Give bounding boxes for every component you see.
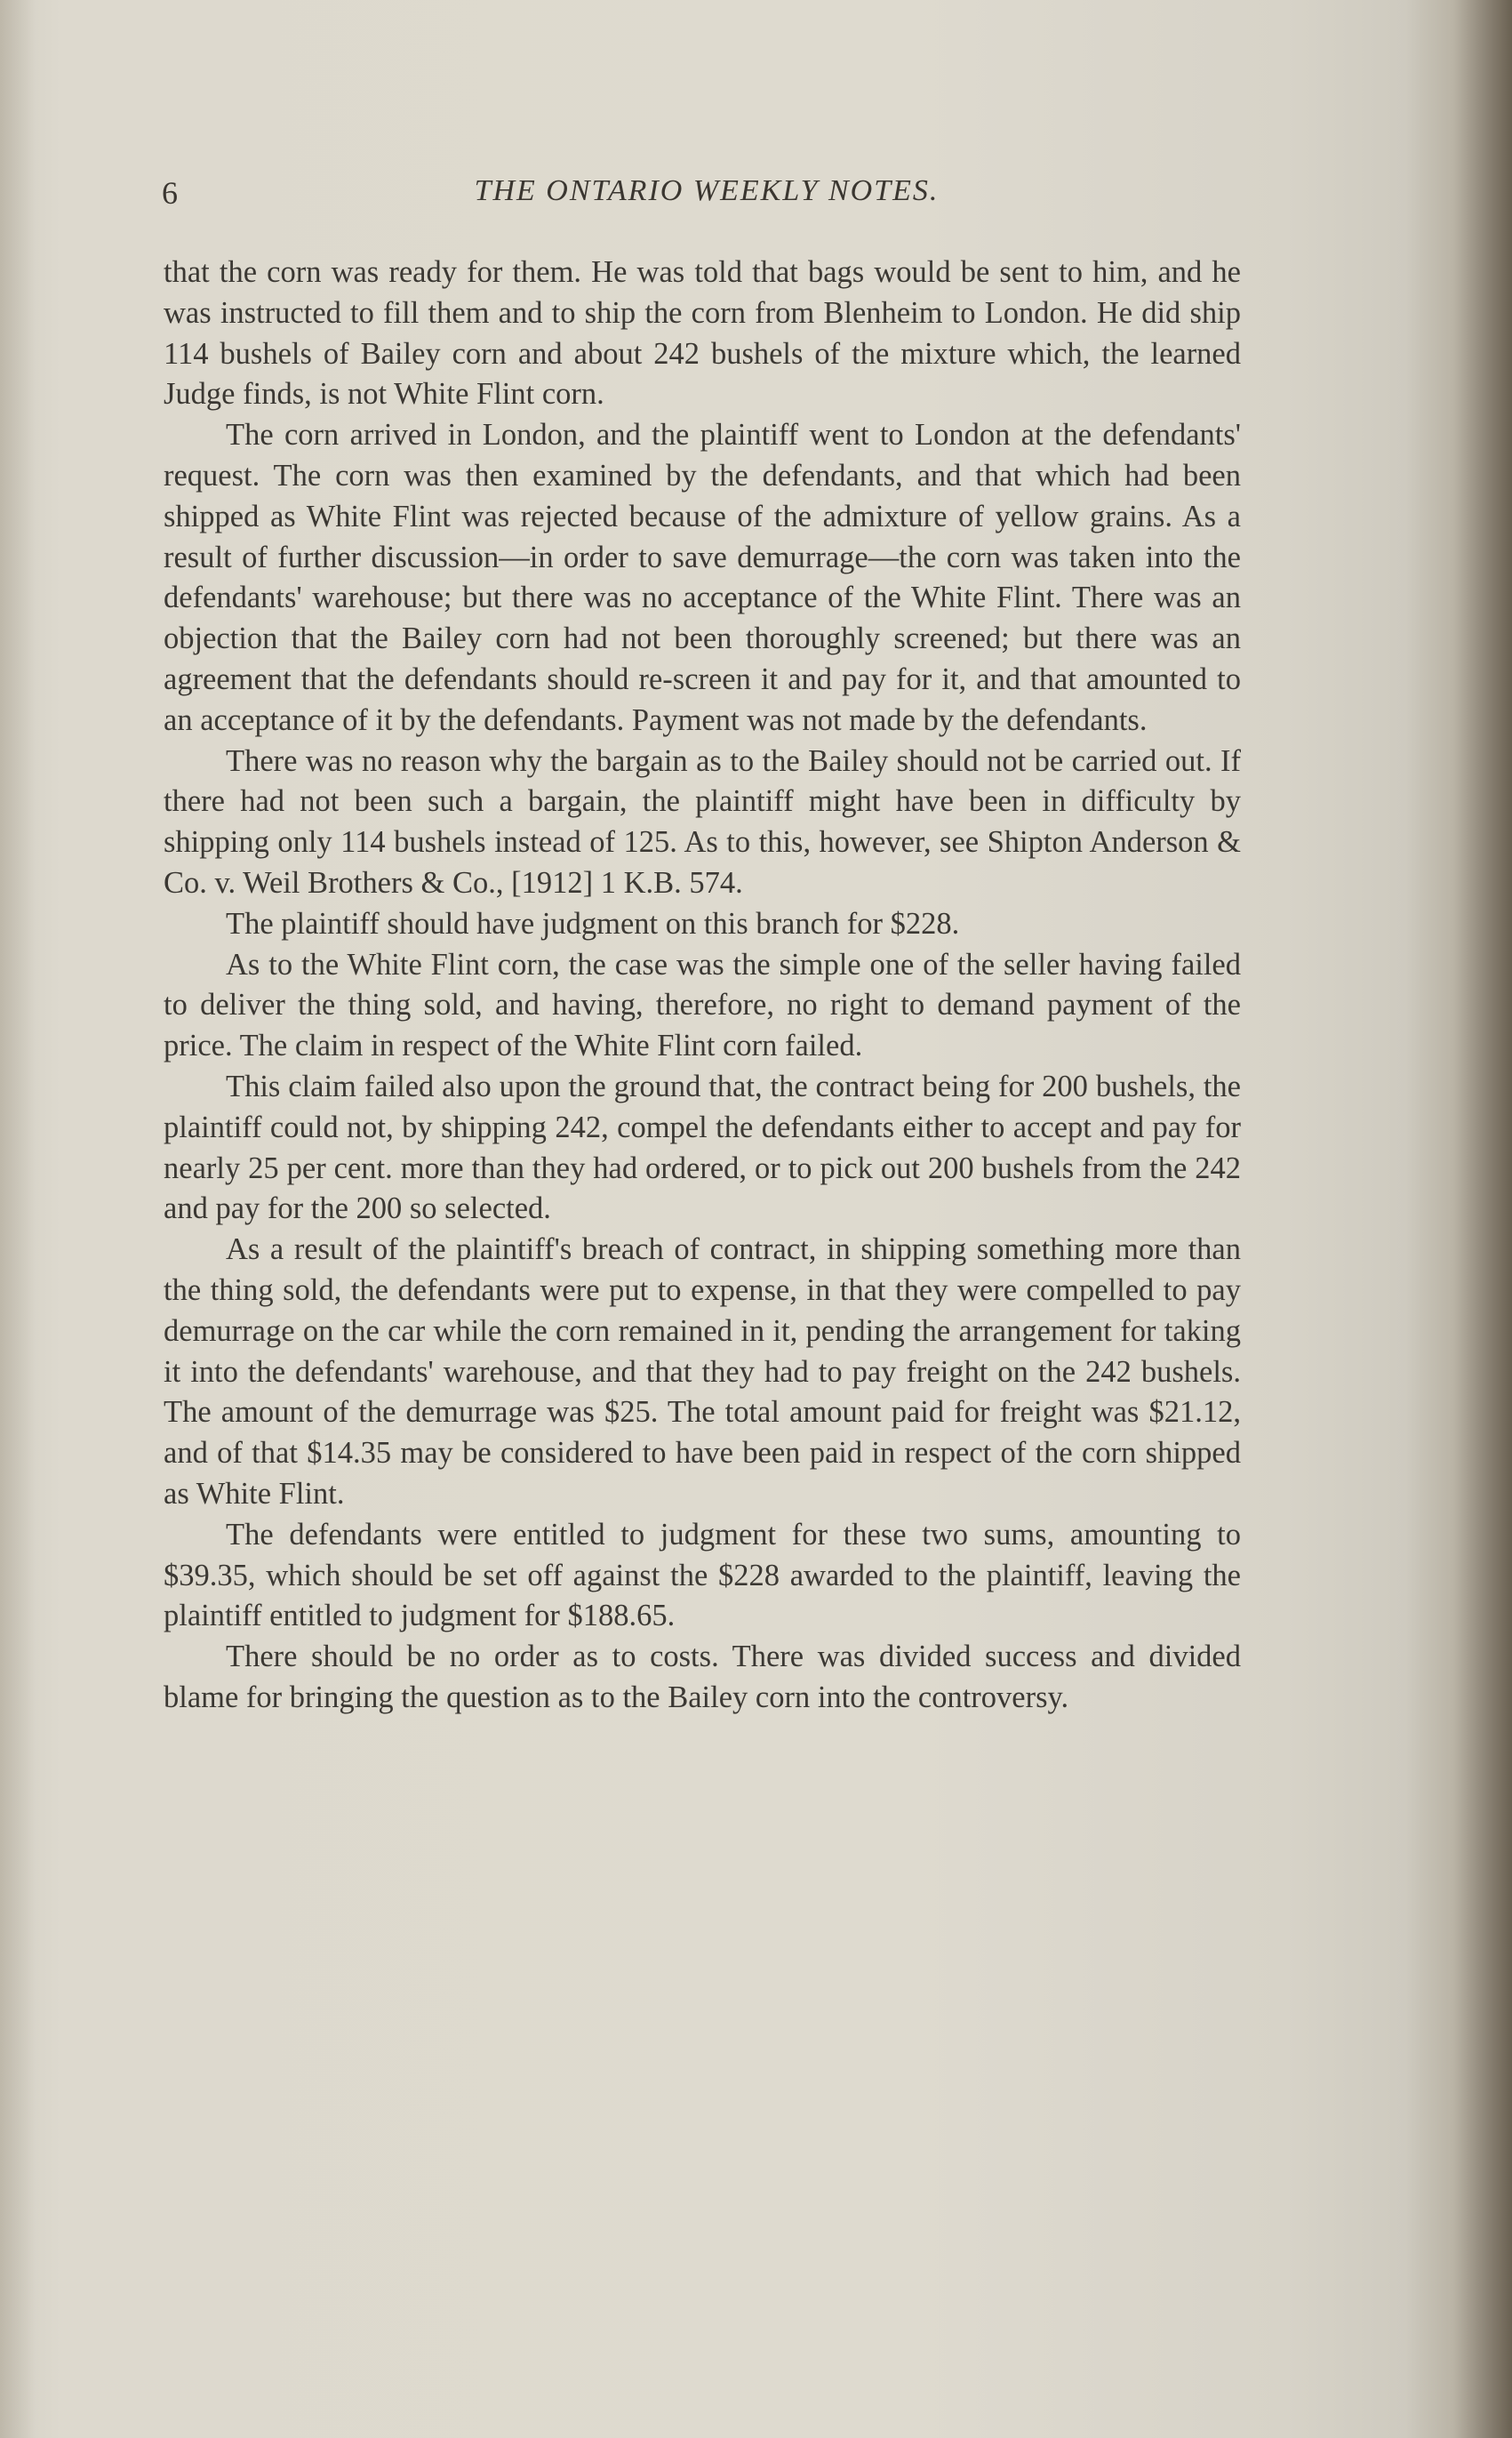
paragraph-7: As a result of the plaintiff's breach of contract, in shipping something more than the thing sold, the defendants were put to expense, in that they were compelled to pay demurrage on the car while the corn remained in it, pending the arrangement for taking it into the defendants' warehouse, and that they had to pay freight on the 242 bushels. The amount of the demurrage was $25. The total amount paid for freight was $21.12, and of that $14.35 may be considered to have been paid in respect of the corn shipped as White Flint. (164, 1232, 1241, 1511)
paragraph-4: The plaintiff should have judgment on this branch for $228. (226, 906, 960, 941)
page-number: 6 (162, 175, 178, 211)
paragraph-2: The corn arrived in London, and the plaintiff went to London at the defendants' request. The corn was then examined by the defendants, and that which had been shipped as White Flint was rejected because of the admixture of yellow grains. As a result of further discussion—in order to save demurrage—the corn was taken into the defendants' warehouse; but there was no acceptance of the White Flint. There was an objection that the Bailey corn had not been thoroughly screened; but there was an agreement that the defendants should re-screen it and pay for it, and that amounted to an acceptance of it by the defendants. Payment was not made by the defendants. (164, 418, 1241, 737)
body-text (164, 253, 1241, 1719)
page-header (160, 174, 1253, 219)
paragraph-3: There was no reason why the bargain as to the Bailey should not be carried out. If there had not been such a bargain, the plaintiff might have been in difficulty by shipping only 114 bushels instead of 125. As to this, however, see Shipton Anderson & Co. v. Weil Brothers & Co., [1912] 1 K.B. 574. (164, 743, 1241, 900)
paragraph-8: The defendants were entitled to judgment for these two sums, amounting to $39.35, which should be set off against the $228 awarded to the plaintiff, leaving the plaintiff entitled to judgment for $188.65. (164, 1517, 1241, 1633)
right-edge-shadow (1405, 0, 1512, 2438)
paragraph-9: There should be no order as to costs. There was divided success and divided blame for bringing the question as to the Bailey corn into the controversy. (164, 1640, 1241, 1714)
running-head: THE ONTARIO WEEKLY NOTES. (474, 174, 940, 207)
paragraph-6: This claim failed also upon the ground that, the contract being for 200 bushels, the plaintiff could not, by shipping 242, compel the defendants either to accept and pay for nearly 25 per cent. more than they had ordered, or to pick out 200 bushels from the 242 and pay for the 200 so selected. (164, 1069, 1241, 1226)
left-page-shading (0, 0, 36, 2438)
paragraph-5: As to the White Flint corn, the case was the simple one of the seller having failed to deliver the thing sold, and having, therefore, no right to demand payment of the price. The claim in respect of the White Flint corn failed. (164, 947, 1241, 1063)
paragraph-1: that the corn was ready for them. He was told that bags would be sent to him, and he was instructed to fill them and to ship the corn from Blenheim to London. He did ship 114 bushels of Bailey corn and about 242 bushels of the mixture which, the learned Judge finds, is not White Flint corn. (164, 255, 1241, 412)
